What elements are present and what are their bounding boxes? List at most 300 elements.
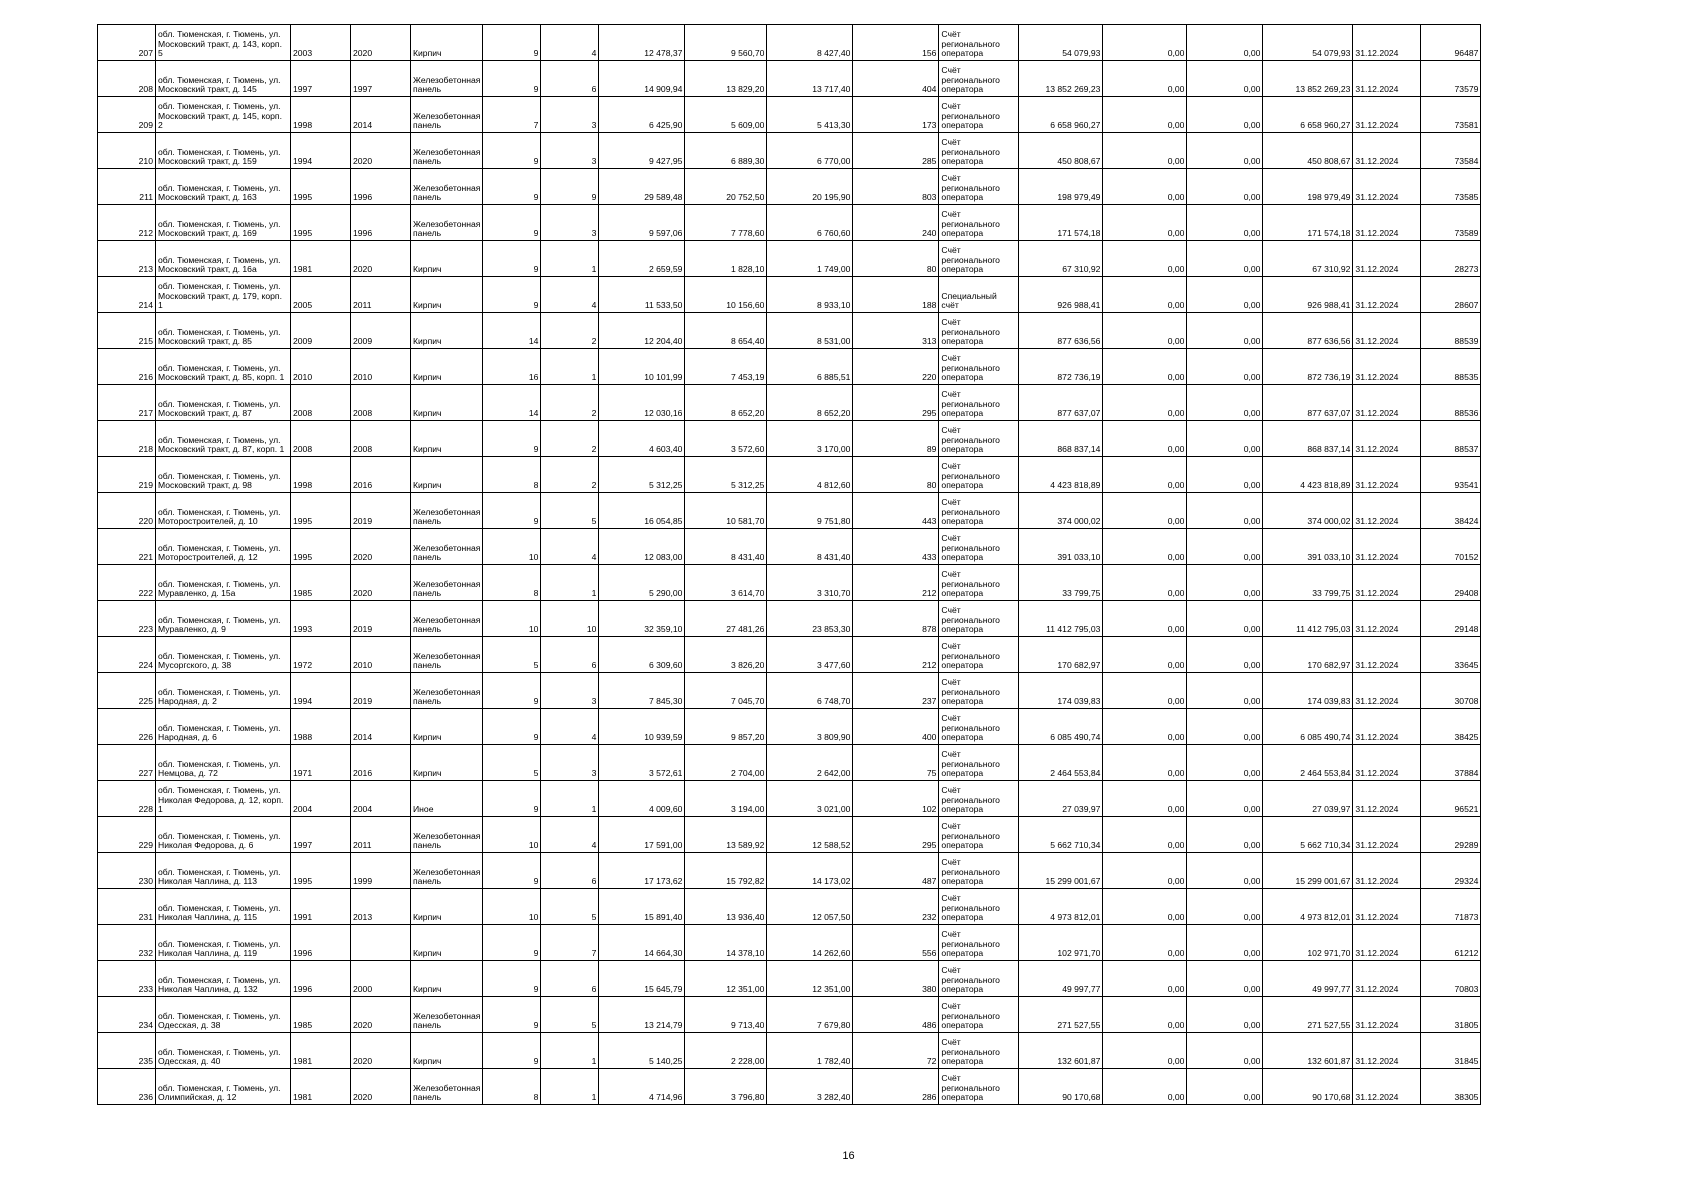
cell-report-date: 31.12.2024: [1353, 673, 1421, 709]
cell-living-area: 3 826,20: [685, 637, 767, 673]
cell-entrances: 3: [541, 133, 599, 169]
cell-row-number: 223: [98, 601, 156, 637]
cell-balance-amount: 174 039,83: [1019, 673, 1103, 709]
cell-address: обл. Тюменская, г. Тюмень, ул. Московский тракт, д. 87: [156, 385, 291, 421]
cell-residents: 285: [853, 133, 939, 169]
cell-wall-material: Кирпич: [411, 457, 483, 493]
cell-floors: 9: [483, 1033, 541, 1069]
cell-apartment-area: 12 588,52: [767, 817, 853, 853]
cell-fund-method: Счёт регионального оператора: [939, 817, 1019, 853]
cell-apartment-area: 14 262,60: [767, 925, 853, 961]
cell-balance-amount: 11 412 795,03: [1019, 601, 1103, 637]
cell-house-id: 73585: [1421, 169, 1481, 205]
cell-wall-material: Железобетонная панель: [411, 565, 483, 601]
cell-address: обл. Тюменская, г. Тюмень, ул. Московский тракт, д. 87, корп. 1: [156, 421, 291, 457]
cell-living-area: 3 796,80: [685, 1069, 767, 1105]
table-row: [98, 169, 1481, 205]
cell-report-date: 31.12.2024: [1353, 925, 1421, 961]
cell-balance-amount: 2 464 553,84: [1019, 745, 1103, 781]
cell-fund-method: Счёт регионального оператора: [939, 961, 1019, 997]
cell-entrances: 5: [541, 997, 599, 1033]
cell-apartment-area: 3 021,00: [767, 781, 853, 817]
cell-wall-material: Кирпич: [411, 961, 483, 997]
cell-debt-amount: 0,00: [1103, 529, 1187, 565]
cell-report-date: 31.12.2024: [1353, 349, 1421, 385]
cell-entrances: 3: [541, 745, 599, 781]
cell-address: обл. Тюменская, г. Тюмень, ул. Московский тракт, д. 85: [156, 313, 291, 349]
cell-house-id: 61212: [1421, 925, 1481, 961]
cell-residents: 80: [853, 241, 939, 277]
cell-floors: 9: [483, 421, 541, 457]
cell-house-id: 73579: [1421, 61, 1481, 97]
cell-apartment-area: 1 782,40: [767, 1033, 853, 1069]
cell-total-amount: 868 837,14: [1263, 421, 1353, 457]
cell-debt-amount: 0,00: [1103, 637, 1187, 673]
cell-total-amount: 33 799,75: [1263, 565, 1353, 601]
cell-report-date: 31.12.2024: [1353, 205, 1421, 241]
cell-debt-amount: 0,00: [1103, 745, 1187, 781]
table-row: [98, 601, 1481, 637]
cell-apartment-area: 12 057,50: [767, 889, 853, 925]
cell-floors: 9: [483, 133, 541, 169]
cell-wall-material: Железобетонная панель: [411, 637, 483, 673]
cell-fund-method: Счёт регионального оператора: [939, 457, 1019, 493]
cell-commission-year: 2014: [351, 97, 411, 133]
cell-fund-method: Счёт регионального оператора: [939, 97, 1019, 133]
cell-entrances: 2: [541, 385, 599, 421]
cell-commission-year: 1999: [351, 853, 411, 889]
page-number: 16: [842, 1150, 855, 1162]
cell-row-number: 221: [98, 529, 156, 565]
cell-debt-amount: 0,00: [1103, 61, 1187, 97]
cell-row-number: 220: [98, 493, 156, 529]
cell-apartment-area: 6 760,60: [767, 205, 853, 241]
cell-floors: 10: [483, 817, 541, 853]
cell-apartment-area: 3 282,40: [767, 1069, 853, 1105]
cell-residents: 75: [853, 745, 939, 781]
cell-build-year: 1996: [291, 961, 351, 997]
cell-apartment-area: 3 310,70: [767, 565, 853, 601]
cell-wall-material: Кирпич: [411, 745, 483, 781]
cell-house-id: 28607: [1421, 277, 1481, 313]
cell-build-year: 1991: [291, 889, 351, 925]
cell-house-id: 29148: [1421, 601, 1481, 637]
cell-commission-year: 2020: [351, 1033, 411, 1069]
cell-floors: 10: [483, 601, 541, 637]
cell-report-date: 31.12.2024: [1353, 889, 1421, 925]
cell-house-id: 88539: [1421, 313, 1481, 349]
cell-total-amount: 67 310,92: [1263, 241, 1353, 277]
housing-register-table: [97, 24, 1481, 1105]
cell-report-date: 31.12.2024: [1353, 529, 1421, 565]
cell-living-area: 3 572,60: [685, 421, 767, 457]
cell-debt-amount: 0,00: [1103, 25, 1187, 61]
cell-apartment-area: 8 427,40: [767, 25, 853, 61]
cell-commission-year: 2016: [351, 457, 411, 493]
cell-expense-amount: 0,00: [1187, 349, 1263, 385]
cell-total-amount: 171 574,18: [1263, 205, 1353, 241]
cell-address: обл. Тюменская, г. Тюмень, ул. Моторостроителей, д. 12: [156, 529, 291, 565]
table-row: [98, 493, 1481, 529]
cell-expense-amount: 0,00: [1187, 673, 1263, 709]
cell-build-year: 1993: [291, 601, 351, 637]
cell-total-area: 32 359,10: [599, 601, 685, 637]
cell-house-id: 37884: [1421, 745, 1481, 781]
cell-row-number: 224: [98, 637, 156, 673]
cell-balance-amount: 15 299 001,67: [1019, 853, 1103, 889]
cell-total-area: 4 714,96: [599, 1069, 685, 1105]
cell-address: обл. Тюменская, г. Тюмень, ул. Московский тракт, д. 98: [156, 457, 291, 493]
cell-expense-amount: 0,00: [1187, 241, 1263, 277]
cell-residents: 400: [853, 709, 939, 745]
cell-entrances: 4: [541, 709, 599, 745]
cell-residents: 188: [853, 277, 939, 313]
table-row: [98, 853, 1481, 889]
cell-address: обл. Тюменская, г. Тюмень, ул. Московский тракт, д. 159: [156, 133, 291, 169]
cell-living-area: 9 857,20: [685, 709, 767, 745]
cell-apartment-area: 6 885,51: [767, 349, 853, 385]
cell-debt-amount: 0,00: [1103, 205, 1187, 241]
cell-expense-amount: 0,00: [1187, 889, 1263, 925]
cell-total-area: 6 309,60: [599, 637, 685, 673]
cell-residents: 80: [853, 457, 939, 493]
cell-apartment-area: 13 717,40: [767, 61, 853, 97]
cell-row-number: 210: [98, 133, 156, 169]
cell-living-area: 5 609,00: [685, 97, 767, 133]
cell-total-area: 17 173,62: [599, 853, 685, 889]
cell-total-area: 14 664,30: [599, 925, 685, 961]
cell-floors: 7: [483, 97, 541, 133]
cell-entrances: 1: [541, 241, 599, 277]
cell-wall-material: Иное: [411, 781, 483, 817]
cell-residents: 220: [853, 349, 939, 385]
cell-floors: 9: [483, 673, 541, 709]
cell-wall-material: Железобетонная панель: [411, 853, 483, 889]
cell-entrances: 2: [541, 457, 599, 493]
cell-wall-material: Кирпич: [411, 349, 483, 385]
cell-debt-amount: 0,00: [1103, 673, 1187, 709]
cell-total-area: 13 214,79: [599, 997, 685, 1033]
cell-residents: 486: [853, 997, 939, 1033]
cell-address: обл. Тюменская, г. Тюмень, ул. Одесская, д. 38: [156, 997, 291, 1033]
cell-commission-year: 2020: [351, 25, 411, 61]
cell-house-id: 29289: [1421, 817, 1481, 853]
cell-expense-amount: 0,00: [1187, 1033, 1263, 1069]
cell-apartment-area: 14 173,02: [767, 853, 853, 889]
cell-debt-amount: 0,00: [1103, 817, 1187, 853]
cell-total-area: 12 478,37: [599, 25, 685, 61]
cell-wall-material: Железобетонная панель: [411, 205, 483, 241]
cell-apartment-area: 6 770,00: [767, 133, 853, 169]
cell-residents: 487: [853, 853, 939, 889]
cell-entrances: 5: [541, 889, 599, 925]
cell-commission-year: 2020: [351, 565, 411, 601]
cell-house-id: 29408: [1421, 565, 1481, 601]
cell-balance-amount: 6 658 960,27: [1019, 97, 1103, 133]
cell-total-area: 10 101,99: [599, 349, 685, 385]
cell-address: обл. Тюменская, г. Тюмень, ул. Николая Чаплина, д. 113: [156, 853, 291, 889]
cell-floors: 9: [483, 961, 541, 997]
cell-fund-method: Счёт регионального оператора: [939, 25, 1019, 61]
table-row: [98, 529, 1481, 565]
cell-total-amount: 391 033,10: [1263, 529, 1353, 565]
cell-fund-method: Счёт регионального оператора: [939, 889, 1019, 925]
table-row: [98, 637, 1481, 673]
cell-balance-amount: 102 971,70: [1019, 925, 1103, 961]
cell-total-amount: 54 079,93: [1263, 25, 1353, 61]
table-row: [98, 61, 1481, 97]
cell-build-year: 1971: [291, 745, 351, 781]
cell-row-number: 228: [98, 781, 156, 817]
cell-balance-amount: 877 637,07: [1019, 385, 1103, 421]
cell-commission-year: 2013: [351, 889, 411, 925]
cell-floors: 9: [483, 205, 541, 241]
cell-house-id: 70803: [1421, 961, 1481, 997]
cell-house-id: 28273: [1421, 241, 1481, 277]
cell-debt-amount: 0,00: [1103, 1069, 1187, 1105]
cell-build-year: 1996: [291, 925, 351, 961]
cell-wall-material: Железобетонная панель: [411, 493, 483, 529]
cell-address: обл. Тюменская, г. Тюмень, ул. Московский тракт, д. 16а: [156, 241, 291, 277]
cell-commission-year: 2019: [351, 673, 411, 709]
cell-total-area: 5 140,25: [599, 1033, 685, 1069]
cell-wall-material: Кирпич: [411, 241, 483, 277]
cell-address: обл. Тюменская, г. Тюмень, ул. Народная, д. 2: [156, 673, 291, 709]
cell-wall-material: Кирпич: [411, 385, 483, 421]
cell-residents: 156: [853, 25, 939, 61]
cell-balance-amount: 926 988,41: [1019, 277, 1103, 313]
table-row: [98, 385, 1481, 421]
cell-total-amount: 90 170,68: [1263, 1069, 1353, 1105]
cell-apartment-area: 23 853,30: [767, 601, 853, 637]
cell-row-number: 207: [98, 25, 156, 61]
cell-living-area: 3 194,00: [685, 781, 767, 817]
cell-balance-amount: 391 033,10: [1019, 529, 1103, 565]
table-row: [98, 1069, 1481, 1105]
cell-commission-year: 2011: [351, 817, 411, 853]
cell-living-area: 2 228,00: [685, 1033, 767, 1069]
cell-report-date: 31.12.2024: [1353, 277, 1421, 313]
cell-commission-year: [351, 925, 411, 961]
cell-total-amount: 170 682,97: [1263, 637, 1353, 673]
cell-report-date: 31.12.2024: [1353, 1069, 1421, 1105]
cell-residents: 212: [853, 637, 939, 673]
cell-living-area: 13 829,20: [685, 61, 767, 97]
cell-living-area: 15 792,82: [685, 853, 767, 889]
cell-total-amount: 877 636,56: [1263, 313, 1353, 349]
cell-total-area: 2 659,59: [599, 241, 685, 277]
cell-total-amount: 11 412 795,03: [1263, 601, 1353, 637]
cell-address: обл. Тюменская, г. Тюмень, ул. Московский тракт, д. 85, корп. 1: [156, 349, 291, 385]
cell-build-year: 1995: [291, 169, 351, 205]
cell-house-id: 31845: [1421, 1033, 1481, 1069]
cell-fund-method: Счёт регионального оператора: [939, 925, 1019, 961]
table-row: [98, 817, 1481, 853]
cell-residents: 286: [853, 1069, 939, 1105]
cell-balance-amount: 271 527,55: [1019, 997, 1103, 1033]
cell-build-year: 1995: [291, 205, 351, 241]
cell-apartment-area: 5 413,30: [767, 97, 853, 133]
cell-apartment-area: 7 679,80: [767, 997, 853, 1033]
cell-expense-amount: 0,00: [1187, 853, 1263, 889]
cell-commission-year: 2010: [351, 349, 411, 385]
cell-entrances: 1: [541, 1069, 599, 1105]
cell-entrances: 6: [541, 961, 599, 997]
cell-fund-method: Счёт регионального оператора: [939, 205, 1019, 241]
cell-report-date: 31.12.2024: [1353, 385, 1421, 421]
cell-debt-amount: 0,00: [1103, 781, 1187, 817]
cell-total-amount: 15 299 001,67: [1263, 853, 1353, 889]
cell-living-area: 7 453,19: [685, 349, 767, 385]
cell-entrances: 1: [541, 349, 599, 385]
cell-total-area: 15 891,40: [599, 889, 685, 925]
cell-balance-amount: 132 601,87: [1019, 1033, 1103, 1069]
cell-build-year: 2009: [291, 313, 351, 349]
cell-floors: 16: [483, 349, 541, 385]
cell-balance-amount: 4 423 818,89: [1019, 457, 1103, 493]
cell-commission-year: 2020: [351, 241, 411, 277]
cell-floors: 9: [483, 493, 541, 529]
cell-apartment-area: 8 531,00: [767, 313, 853, 349]
cell-total-amount: 13 852 269,23: [1263, 61, 1353, 97]
cell-expense-amount: 0,00: [1187, 25, 1263, 61]
cell-debt-amount: 0,00: [1103, 889, 1187, 925]
cell-address: обл. Тюменская, г. Тюмень, ул. Муравленко, д. 9: [156, 601, 291, 637]
cell-build-year: 1988: [291, 709, 351, 745]
cell-total-area: 9 427,95: [599, 133, 685, 169]
cell-expense-amount: 0,00: [1187, 709, 1263, 745]
cell-expense-amount: 0,00: [1187, 385, 1263, 421]
cell-debt-amount: 0,00: [1103, 97, 1187, 133]
cell-balance-amount: 54 079,93: [1019, 25, 1103, 61]
cell-wall-material: Железобетонная панель: [411, 169, 483, 205]
cell-address: обл. Тюменская, г. Тюмень, ул. Московский тракт, д. 163: [156, 169, 291, 205]
cell-commission-year: 2011: [351, 277, 411, 313]
cell-house-id: 38424: [1421, 493, 1481, 529]
cell-floors: 9: [483, 853, 541, 889]
cell-apartment-area: 20 195,90: [767, 169, 853, 205]
cell-build-year: 1997: [291, 817, 351, 853]
cell-row-number: 214: [98, 277, 156, 313]
cell-address: обл. Тюменская, г. Тюмень, ул. Московский тракт, д. 179, корп. 1: [156, 277, 291, 313]
cell-report-date: 31.12.2024: [1353, 25, 1421, 61]
cell-wall-material: Железобетонная панель: [411, 529, 483, 565]
cell-house-id: 73589: [1421, 205, 1481, 241]
cell-address: обл. Тюменская, г. Тюмень, ул. Муравленко, д. 15а: [156, 565, 291, 601]
cell-floors: 9: [483, 25, 541, 61]
cell-expense-amount: 0,00: [1187, 169, 1263, 205]
cell-entrances: 1: [541, 565, 599, 601]
table-row: [98, 457, 1481, 493]
cell-fund-method: Специальный счёт: [939, 277, 1019, 313]
cell-balance-amount: 67 310,92: [1019, 241, 1103, 277]
cell-expense-amount: 0,00: [1187, 601, 1263, 637]
cell-floors: 9: [483, 997, 541, 1033]
cell-entrances: 10: [541, 601, 599, 637]
cell-report-date: 31.12.2024: [1353, 1033, 1421, 1069]
cell-wall-material: Железобетонная панель: [411, 817, 483, 853]
cell-fund-method: Счёт регионального оператора: [939, 385, 1019, 421]
cell-debt-amount: 0,00: [1103, 601, 1187, 637]
cell-total-area: 12 083,00: [599, 529, 685, 565]
cell-floors: 5: [483, 637, 541, 673]
cell-expense-amount: 0,00: [1187, 205, 1263, 241]
cell-commission-year: 1996: [351, 205, 411, 241]
cell-address: обл. Тюменская, г. Тюмень, ул. Мусоргского, д. 38: [156, 637, 291, 673]
cell-build-year: 1981: [291, 241, 351, 277]
cell-row-number: 225: [98, 673, 156, 709]
cell-row-number: 229: [98, 817, 156, 853]
cell-floors: 9: [483, 277, 541, 313]
cell-living-area: 27 481,26: [685, 601, 767, 637]
cell-fund-method: Счёт регионального оператора: [939, 349, 1019, 385]
cell-build-year: 1995: [291, 853, 351, 889]
cell-wall-material: Железобетонная панель: [411, 997, 483, 1033]
cell-row-number: 234: [98, 997, 156, 1033]
cell-floors: 9: [483, 781, 541, 817]
cell-wall-material: Железобетонная панель: [411, 1069, 483, 1105]
cell-report-date: 31.12.2024: [1353, 997, 1421, 1033]
cell-debt-amount: 0,00: [1103, 385, 1187, 421]
cell-expense-amount: 0,00: [1187, 817, 1263, 853]
cell-debt-amount: 0,00: [1103, 277, 1187, 313]
cell-row-number: 222: [98, 565, 156, 601]
cell-report-date: 31.12.2024: [1353, 133, 1421, 169]
cell-fund-method: Счёт регионального оператора: [939, 421, 1019, 457]
cell-living-area: 8 654,40: [685, 313, 767, 349]
table-row: [98, 997, 1481, 1033]
cell-address: обл. Тюменская, г. Тюмень, ул. Николая Чаплина, д. 132: [156, 961, 291, 997]
cell-balance-amount: 33 799,75: [1019, 565, 1103, 601]
cell-row-number: 233: [98, 961, 156, 997]
cell-fund-method: Счёт регионального оператора: [939, 637, 1019, 673]
cell-apartment-area: 6 748,70: [767, 673, 853, 709]
cell-report-date: 31.12.2024: [1353, 493, 1421, 529]
cell-floors: 14: [483, 313, 541, 349]
cell-row-number: 212: [98, 205, 156, 241]
cell-entrances: 1: [541, 1033, 599, 1069]
cell-balance-amount: 877 636,56: [1019, 313, 1103, 349]
cell-commission-year: 2009: [351, 313, 411, 349]
cell-total-amount: 102 971,70: [1263, 925, 1353, 961]
cell-entrances: 9: [541, 169, 599, 205]
cell-apartment-area: 2 642,00: [767, 745, 853, 781]
cell-address: обл. Тюменская, г. Тюмень, ул. Николая Федорова, д. 12, корп. 1: [156, 781, 291, 817]
cell-expense-amount: 0,00: [1187, 781, 1263, 817]
cell-report-date: 31.12.2024: [1353, 97, 1421, 133]
cell-living-area: 8 431,40: [685, 529, 767, 565]
cell-commission-year: 2008: [351, 385, 411, 421]
cell-balance-amount: 4 973 812,01: [1019, 889, 1103, 925]
table-row: [98, 961, 1481, 997]
cell-residents: 295: [853, 385, 939, 421]
cell-entrances: 5: [541, 493, 599, 529]
cell-apartment-area: 3 809,90: [767, 709, 853, 745]
cell-house-id: 96521: [1421, 781, 1481, 817]
cell-report-date: 31.12.2024: [1353, 637, 1421, 673]
cell-build-year: 1998: [291, 97, 351, 133]
cell-debt-amount: 0,00: [1103, 961, 1187, 997]
cell-residents: 404: [853, 61, 939, 97]
cell-total-amount: 872 736,19: [1263, 349, 1353, 385]
cell-total-amount: 132 601,87: [1263, 1033, 1353, 1069]
cell-apartment-area: 3 170,00: [767, 421, 853, 457]
cell-apartment-area: 3 477,60: [767, 637, 853, 673]
cell-build-year: 1998: [291, 457, 351, 493]
cell-total-amount: 926 988,41: [1263, 277, 1353, 313]
cell-wall-material: Железобетонная панель: [411, 133, 483, 169]
cell-entrances: 4: [541, 277, 599, 313]
